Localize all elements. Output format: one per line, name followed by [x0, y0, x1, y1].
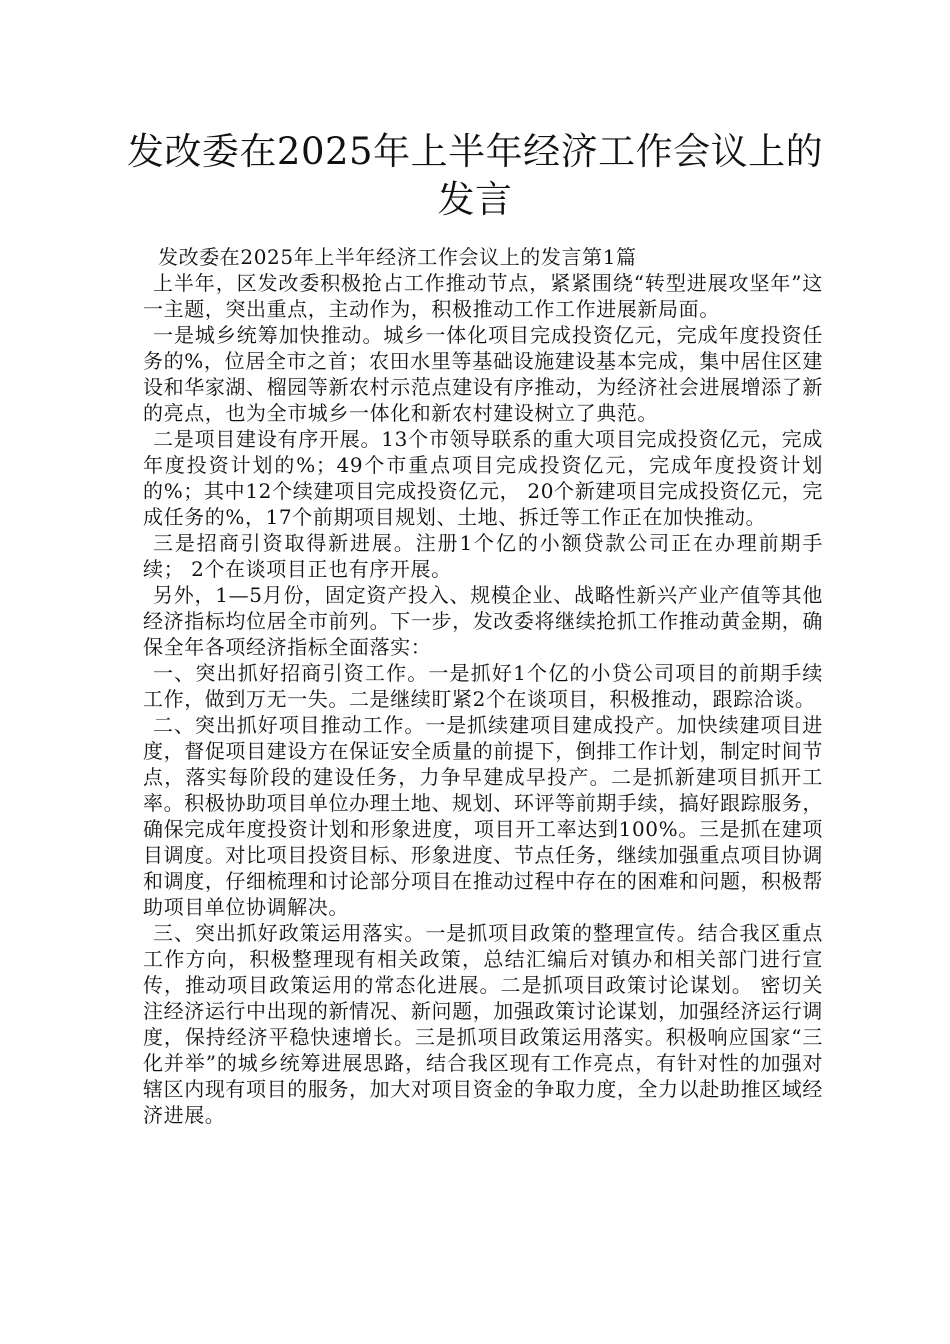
paragraph-next-steps: 另外，1—5月份，固定资产投入、规模企业、战略性新兴产业产值等其他经济指标均位居全市前列。下一步，发改委将继续抢抓工作推动黄金期，确保全年各项经济指标全面落实：: [143, 583, 823, 659]
paragraph-point-one: 一、突出抓好招商引资工作。一是抓好1个亿的小贷公司项目的前期手续工作，做到万无一失。二是继续盯紧2个在谈项目，积极推动，跟踪洽谈。: [143, 661, 823, 711]
paragraph-project-construction: 二是项目建设有序开展。13个市领导联系的重大项目完成投资亿元，完成年度投资计划的%；49个市重点项目完成投资亿元，完成年度投资计划的%；其中12个续建项目完成投资亿元， 20个新建项目完成投资亿元，完成任务的%，17个前期项目规划、土地、拆迁等工作正在加快推动。: [143, 427, 823, 529]
document-body: [143, 244, 823, 1128]
paragraph-intro: 上半年，区发改委积极抢占工作推动节点，紧紧围绕“转型进展攻坚年”这一主题，突出重点，主动作为，积极推动工作工作进展新局面。: [143, 271, 823, 321]
paragraph-point-two: 二、突出抓好项目推动工作。一是抓续建项目建成投产。加快续建项目进度，督促项目建设方在保证安全质量的前提下，倒排工作计划，制定时间节点，落实每阶段的建设任务，力争早建成早投产。二是抓新建项目抓开工率。积极协助项目单位办理土地、规划、环评等前期手续，搞好跟踪服务，确保完成年度投资计划和形象进度，项目开工率达到100%。三是抓在建项目调度。对比项目投资目标、形象进度、节点任务，继续加强重点项目协调和调度，仔细梳理和讨论部分项目在推动过程中存在的困难和问题，积极帮助项目单位协调解决。: [143, 713, 823, 919]
paragraph-investment-attraction: 三是招商引资取得新进展。注册1个亿的小额贷款公司正在办理前期手续； 2个在谈项目正也有序开展。: [143, 531, 823, 581]
document-title: 发改委在2025年上半年经济工作会议上的发言: [126, 130, 824, 221]
paragraph-urban-rural: 一是城乡统筹加快推动。城乡一体化项目完成投资亿元，完成年度投资任务的%，位居全市之首；农田水里等基础设施建设基本完成，集中居住区建设和华家湖、榴园等新农村示范点建设有序推动，为经济社会进展增添了新的亮点，也为全市城乡一体化和新农村建设树立了典范。: [143, 323, 823, 425]
paragraph-point-three: 三、突出抓好政策运用落实。一是抓项目政策的整理宣传。结合我区重点工作方向，积极整理现有相关政策，总结汇编后对镇办和相关部门进行宣传，推动项目政策运用的常态化进展。二是抓项目政策讨论谋划。 密切关注经济运行中出现的新情况、新问题，加强政策讨论谋划，加强经济运行调度，保持经济平稳快速增长。三是抓项目政策运用落实。积极响应国家“三化并举”的城乡统筹进展思路，结合我区现有工作亮点，有针对性的加强对辖区内现有项目的服务，加大对项目资金的争取力度，全力以赴助推区域经济进展。: [143, 921, 823, 1127]
document-subtitle: 发改委在2025年上半年经济工作会议上的发言第1篇: [158, 245, 637, 269]
